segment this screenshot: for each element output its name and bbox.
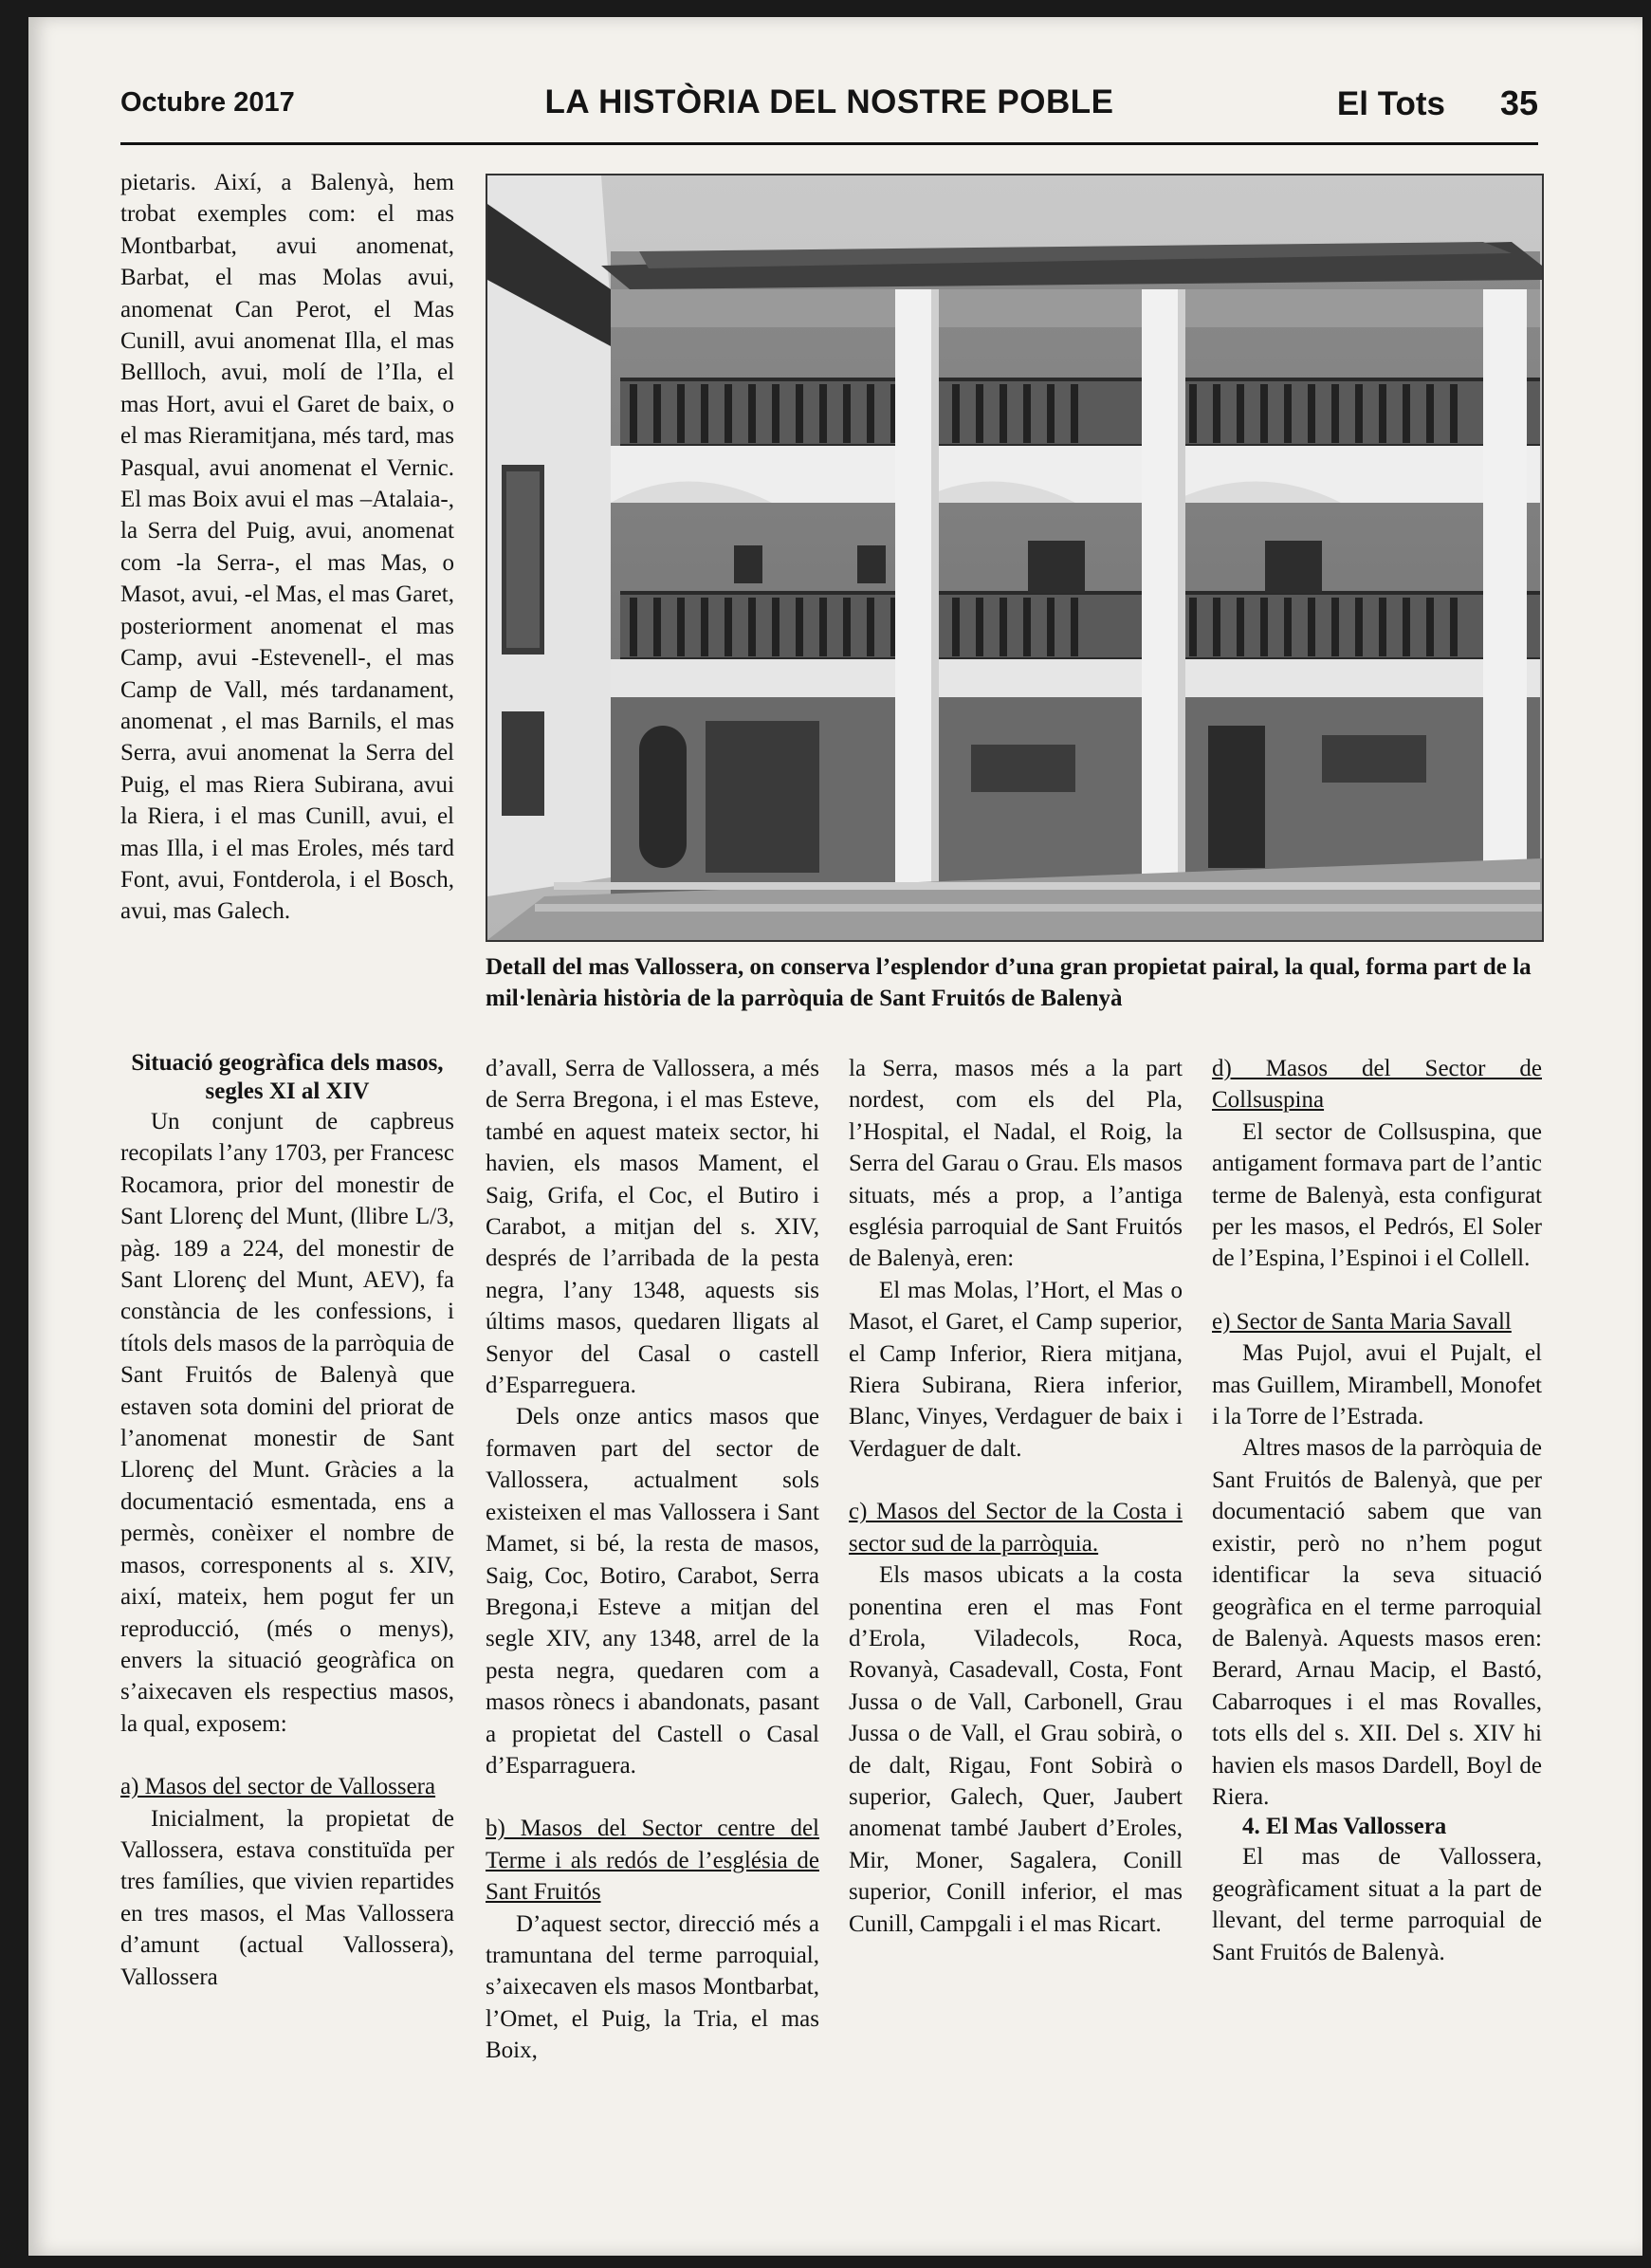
issue-date: Octubre 2017 <box>120 87 295 118</box>
subsection-heading: a) Masos del sector de Vallossera <box>120 1774 436 1800</box>
paragraph: Inicialment, la propietat de Vallossera, estava constituïda per tres famílies, que vivien repartides en tres masos, el Mas Vallossera d’amunt (actual Vallossera), Vallossera <box>120 1805 454 1990</box>
photo-mas-vallossera <box>486 174 1544 942</box>
page-header <box>120 82 1538 123</box>
section-title: LA HISTÒRIA DEL NOSTRE POBLE <box>544 83 1114 120</box>
paragraph: Dels onze antics masos que formaven part del sector de Vallossera, actualment sols existeixen el mas Vallossera i Sant Mamet, si bé, la resta de masos, Saig, Coc, Botiro, Carabot, Serra Bregona,i Esteve a mitjan del segle XIV, any 1348, arrel de la pesta negra, quedaren com a masos rònecs i abandonats, pasant a propietat del Castell o Casal d’Esparraguera. <box>486 1404 819 1779</box>
paragraph: Els masos ubicats a la costa ponentina eren el mas Font d’Erola, Viladecols, Roca, Rovanyà, Casadevall, Costa, Font Jussa o de Vall, Carbonell, Grau Jussa o de Vall, el Grau sobirà, o de dalt, Rigau, Font Sobirà o superior, Galech, Quer, Jaubert anomenat també Jaubert d’Eroles, Mir, Moner, Sagalera, Conill superior, Conill inferior, el mas Cunill, Campgali i el mas Ricart. <box>849 1562 1183 1937</box>
subsection-heading: b) Masos del Sector centre del Terme i als redós de l’església de Sant Fruitós <box>486 1816 819 1906</box>
column-1 <box>120 1049 454 1993</box>
column-1-top <box>120 167 454 928</box>
subsection-heading: d) Masos del Sector de Collsuspina <box>1212 1056 1542 1114</box>
column-2 <box>486 1053 819 2067</box>
paragraph: Mas Pujol, avui el Pujalt, el mas Guillem, Mirambell, Monofet i la Torre de l’Estrada. <box>1212 1340 1542 1430</box>
paragraph: El mas de Vallossera, geogràficament situat a la part de llevant, del terme parroquial de Sant Fruitós de Balenyà. <box>1212 1844 1542 1965</box>
column-4 <box>1212 1053 1542 1968</box>
paragraph: pietaris. Així, a Balenyà, hem trobat exemples com: el mas Montbarbat, avui anomenat, Barbat, el mas Molas avui, anomenat Can Perot, el Mas Cunill, avui anomenat Illa, el mas Bellloch, avui, molí de l’Ila, el mas Hort, avui el Garet de baix, o el mas Rieramitjana, més tard, mas Pasqual, avui anomenat el Vernic. El mas Boix avui el mas –Atalaia-, la Serra del Puig, avui, anomenat com -la Serra-, el mas Mas, o Masot, avui, -el Mas, el mas Garet, posteriorment anomenat el mas Camp, avui -Estevenell-, el mas Camp de Vall, més tardanament, anomenat , el mas Barnils, el mas Serra, avui anomenat la Serra del Puig, el mas Riera Subirana, avui la Riera, i el mas Cunill, avui, el mas Illa, i el mas Eroles, més tard Font, avui, Fontderola, i el Bosch, avui, mas Galech. <box>120 170 454 925</box>
building-illustration <box>487 175 1542 940</box>
paragraph: Altres masos de la parròquia de Sant Fruitós de Balenyà, que per documentació sabem que van existir, però no n’hem pogut identificar la seva situació geogràfica en el terme parroquial de Balenyà. Aquests masos eren: Berard, Arnau Macip, el Bastó, Cabarroques i el mas Rovalles, tots ells del s. XII. Del s. XIV hi havien els masos Dardell, Boyl de Riera. <box>1212 1435 1542 1810</box>
magazine-name: El Tots <box>1336 85 1445 122</box>
paragraph: El sector de Collsuspina, que antigament formava part de l’antic terme de Balenyà, esta configurat per les masos, el Pedrós, El Soler de l’Espina, l’Espinoi i el Collell. <box>1212 1118 1542 1272</box>
section-heading: 4. El Mas Vallossera <box>1242 1814 1447 1840</box>
section-heading: Situació geogràfica dels masos, segles XI al XIV <box>131 1050 444 1104</box>
paragraph: El mas Molas, l’Hort, el Mas o Masot, el Garet, el Camp superior, el Camp Inferior, Riera mitjana, Riera Subirana, Riera inferior, Blanc, Vinyes, Verdaguer de baix i Verdaguer de dalt. <box>849 1277 1183 1462</box>
subsection-heading: e) Sector de Santa Maria Savall <box>1212 1308 1512 1335</box>
paragraph: d’avall, Serra de Vallossera, a més de Serra Bregona, i el mas Esteve, també en aquest mateix sector, hi havien, els masos Mament, el Saig, Grifa, el Coc, el Butiro i Carabot, a mitjan del s. XIV, després de l’arribada de la pesta negra, l’any 1348, aquests sis últims masos, quedaren lligats al Senyor del Casal o castell d’Esparreguera. <box>486 1056 819 1399</box>
column-3 <box>849 1053 1183 1940</box>
paragraph: la Serra, masos més a la part nordest, com els del Pla, l’Hospital, el Nadal, el Roig, la Serra del Garau o Grau. Els masos situats, més a prop, a l’antiga església parroquial de Sant Fruitós de Balenyà, eren: <box>849 1056 1183 1272</box>
header-rule <box>120 142 1538 145</box>
page-number: 35 <box>1499 83 1538 122</box>
photo-caption: Detall del mas Vallossera, on conserva l’esplendor d’una gran propietat pairal, la qual, forma part de la mil·lenària història de la parròquia de Sant Fruitós de Balenyà <box>486 954 1532 1011</box>
subsection-heading: c) Masos del Sector de la Costa i sector sud de la parròquia. <box>849 1499 1183 1557</box>
paragraph: Un conjunt de capbreus recopilats l’any 1703, per Francesc Rocamora, prior del monestir de Sant Llorenç del Munt, (llibre L/3, pàg. 189 a 224, del monestir de Sant Llorenç del Munt, AEV), fa constància de les confessions, i títols dels masos de la parròquia de Sant Fruitós de Balenyà que estaven sota domini del priorat de l’anomenat monestir de Sant Llorenç del Munt. Gràcies a la documentació esmentada, ens a permès, conèixer el nombre de masos, corresponents al s. XIV, així, mateix, hem pogut fer un reproducció, (més o menys), envers la situació geogràfica on s’aixecaven els respectius masos, la qual, exposem: <box>120 1109 454 1737</box>
paragraph: D’aquest sector, direcció més a tramuntana del terme parroquial, s’aixecaven els masos Montbarbat, l’Omet, el Puig, la Tria, el mas Boix, <box>486 1910 819 2064</box>
